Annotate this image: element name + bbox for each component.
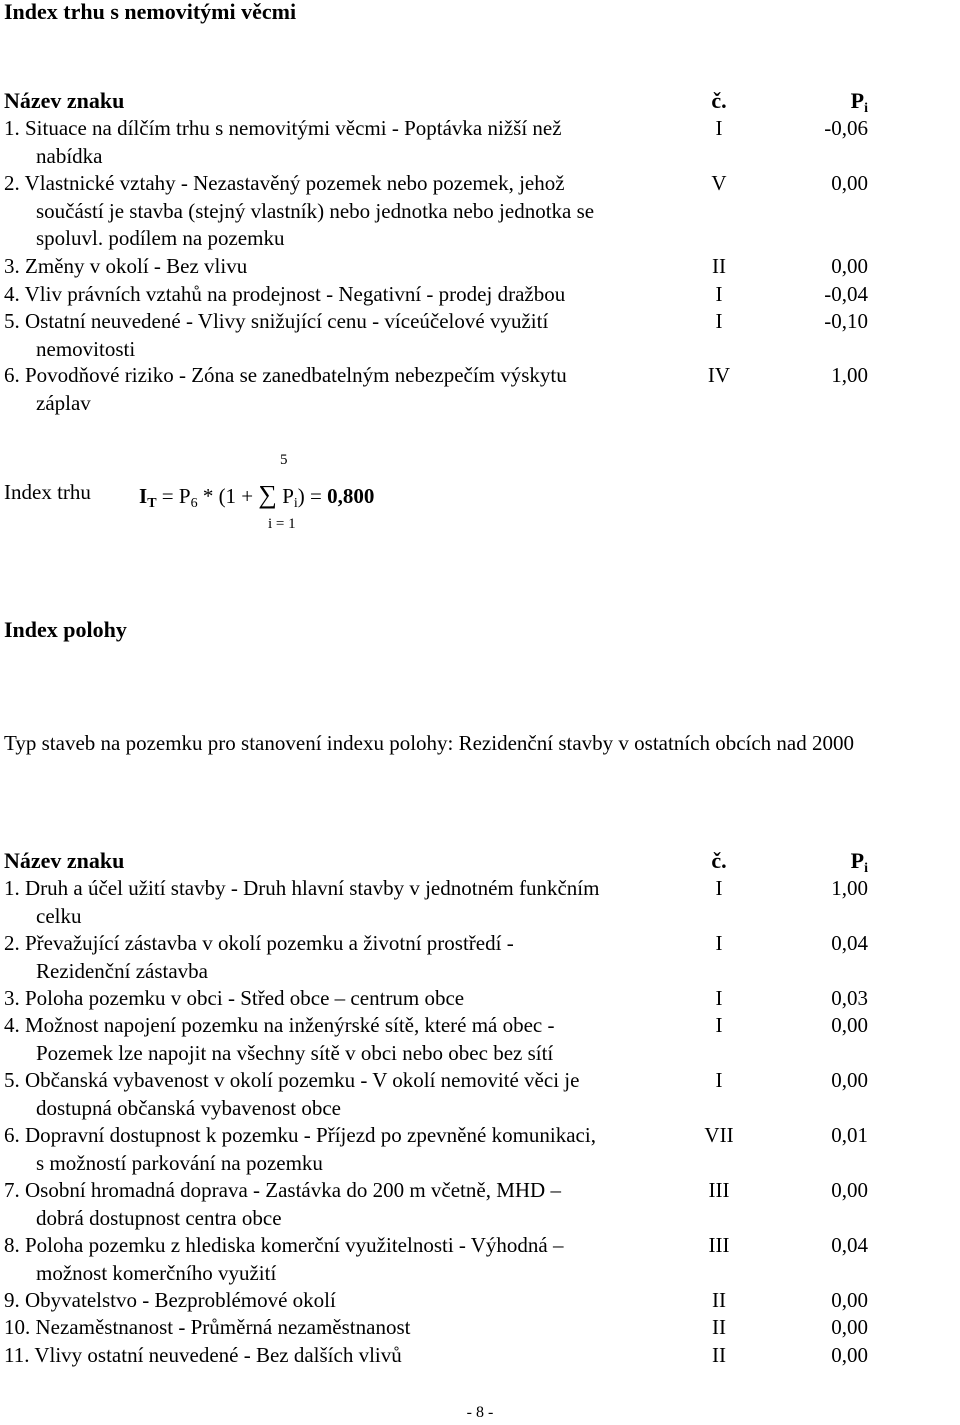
- table2-header-p-sub: i: [864, 861, 868, 876]
- table2-row-class: II: [712, 1315, 726, 1339]
- sum-lower-limit: i = 1: [268, 516, 296, 532]
- table2-row-class: VII: [704, 1123, 734, 1147]
- table2-row-value: 0,00: [831, 1288, 868, 1312]
- table1-row-value: -0,06: [824, 116, 868, 140]
- table2-row-class: I: [715, 1068, 723, 1092]
- table2-header-no: č.: [711, 848, 727, 873]
- table1-header-no: č.: [711, 88, 727, 113]
- table1-row-line2: záplav: [36, 390, 91, 415]
- table1-row-value: -0,10: [824, 309, 868, 333]
- table2-row-class: I: [715, 931, 723, 955]
- table1-row-text: [4, 170, 684, 253]
- table1-row-class: IV: [707, 363, 731, 387]
- table2-row-line2: Pozemek lze napojit na všechny sítě v obci nebo obec bez sítí: [36, 1040, 554, 1065]
- table1-row-text: 3. Změny v okolí - Bez vlivu: [4, 254, 248, 278]
- table2-row-line1: 2. Převažující zástavba v okolí pozemku a životní prostředí -: [4, 931, 514, 955]
- section-title: Index polohy: [4, 617, 127, 642]
- table1-row-class: V: [711, 171, 727, 195]
- table2-row-value: 1,00: [831, 876, 868, 900]
- table2-row-class: I: [715, 876, 723, 900]
- table1-row-line3: spoluvl. podílem na pozemku: [36, 226, 285, 250]
- table2-header-name: Název znaku: [4, 848, 125, 873]
- page-number: - 8 -: [466, 1404, 494, 1421]
- table1-row-class: I: [715, 309, 723, 333]
- table2-row-text: 10. Nezaměstnanost - Průměrná nezaměstnanost: [4, 1315, 411, 1339]
- table2-row-value: 0,01: [831, 1123, 868, 1147]
- table2-row-line2: dostupná občanská vybavenost obce: [36, 1095, 342, 1120]
- table2-row-text: [4, 1012, 684, 1067]
- table2-row-text: [4, 1122, 684, 1177]
- table2-row-line1: 7. Osobní hromadná doprava - Zastávka do 200 m včetně, MHD –: [4, 1178, 561, 1202]
- table2-row-line1: 5. Občanská vybavenost v okolí pozemku - V okolí nemovité věci je: [4, 1068, 580, 1092]
- formula-i: I: [139, 484, 148, 508]
- formula-label: Index trhu: [4, 480, 91, 504]
- table2-row-line2: dobrá dostupnost centra obce: [36, 1205, 282, 1230]
- table2-row-value: 0,03: [831, 986, 868, 1010]
- table2-row-line1: 1. Druh a účel užití stavby - Druh hlavní stavby v jednotném funkčním: [4, 876, 600, 900]
- table1-row-line1: 2. Vlastnické vztahy - Nezastavěný pozemek nebo pozemek, jehož: [4, 171, 565, 195]
- table1-header-p-sub: i: [864, 101, 868, 116]
- table2-row-text: [4, 1067, 684, 1122]
- table2-row-line1: 4. Možnost napojení pozemku na inženýrské sítě, které má obec -: [4, 1013, 555, 1037]
- table2-row-text: [4, 1232, 684, 1287]
- formula-pi-sub: i: [293, 496, 298, 511]
- table2-row-value: 0,00: [831, 1178, 868, 1202]
- table2-row-text: [4, 930, 684, 985]
- table1-row-line1: 1. Situace na dílčím trhu s nemovitými věcmi - Poptávka nižší než: [4, 116, 562, 140]
- table2-row-class: III: [708, 1233, 730, 1257]
- table1-row-value: -0,04: [824, 282, 868, 306]
- table1-row-class: I: [715, 116, 723, 140]
- page-title: Index trhu s nemovitými věcmi: [4, 0, 297, 24]
- table2-row-value: 0,00: [831, 1315, 868, 1339]
- table2-row-value: 0,00: [831, 1343, 868, 1367]
- table1-row-line1: 6. Povodňové riziko - Zóna se zanedbatelným nebezpečím výskytu: [4, 363, 567, 387]
- table1-row-value: 0,00: [831, 254, 868, 278]
- table2-row-line1: 8. Poloha pozemku z hlediska komerční využitelnosti - Výhodná –: [4, 1233, 564, 1257]
- formula-result: 0,800: [327, 484, 375, 508]
- formula-i-sub: T: [147, 496, 157, 511]
- formula-close: ) =: [297, 484, 322, 508]
- table2-row-text: 3. Poloha pozemku v obci - Střed obce – centrum obce: [4, 986, 465, 1010]
- table2-row-line2: celku: [36, 903, 82, 928]
- formula-eq: = P: [161, 484, 191, 508]
- table1-row-text: [4, 362, 684, 417]
- table1-row-class: II: [712, 254, 726, 278]
- table2-row-text: [4, 875, 684, 930]
- table2-row-value: 0,00: [831, 1068, 868, 1092]
- table2-row-line2: s možností parkování na pozemku: [36, 1150, 323, 1175]
- table2-row-text: [4, 1177, 684, 1232]
- table2-row-line1: 6. Dopravní dostupnost k pozemku - Příjezd po zpevněné komunikaci,: [4, 1123, 596, 1147]
- table2-header-p-letter: P: [850, 848, 865, 873]
- table2-row-text: 11. Vlivy ostatní neuvedené - Bez dalších vlivů: [4, 1343, 402, 1367]
- table2-row-value: 0,00: [831, 1013, 868, 1037]
- table1-row-value: 1,00: [831, 363, 868, 387]
- table1-row-value: 0,00: [831, 171, 868, 195]
- table1-row-class: I: [715, 282, 723, 306]
- table2-row-class: II: [712, 1343, 726, 1367]
- table1-row-text: [4, 115, 684, 170]
- table2-row-line2: možnost komerčního využití: [36, 1260, 277, 1285]
- table2-row-line2: Rezidenční zástavba: [36, 958, 208, 983]
- sigma-icon: ∑: [258, 480, 277, 509]
- formula-p6-sub: 6: [190, 496, 198, 511]
- table2-row-class: I: [715, 986, 723, 1010]
- table1-row-line2: součástí je stavba (stejný vlastník) nebo jednotka nebo jednotka se: [36, 198, 595, 223]
- table1-header-p-letter: P: [850, 88, 865, 113]
- table1-header-name: Název znaku: [4, 88, 125, 113]
- table1-row-line2: nabídka: [36, 143, 103, 168]
- sum-upper-limit: 5: [280, 452, 288, 468]
- index-formula: [139, 480, 374, 512]
- type-description: Typ staveb na pozemku pro stanovení indexu polohy: Rezidenční stavby v ostatních obcích nad 2000: [4, 731, 855, 755]
- table2-row-class: II: [712, 1288, 726, 1312]
- table1-row-line2: nemovitosti: [36, 336, 136, 361]
- table1-row-line1: 5. Ostatní neuvedené - Vlivy snižující cenu - víceúčelové využití: [4, 309, 549, 333]
- formula-mid: * (1 +: [202, 484, 254, 508]
- table2-row-value: 0,04: [831, 1233, 868, 1257]
- table2-row-class: I: [715, 1013, 723, 1037]
- table2-row-class: III: [708, 1178, 730, 1202]
- table2-row-value: 0,04: [831, 931, 868, 955]
- table1-row-text: [4, 308, 684, 363]
- formula-pi: P: [282, 484, 294, 508]
- table1-row-text: 4. Vliv právních vztahů na prodejnost - Negativní - prodej dražbou: [4, 282, 566, 306]
- table2-row-text: 9. Obyvatelstvo - Bezproblémové okolí: [4, 1288, 336, 1312]
